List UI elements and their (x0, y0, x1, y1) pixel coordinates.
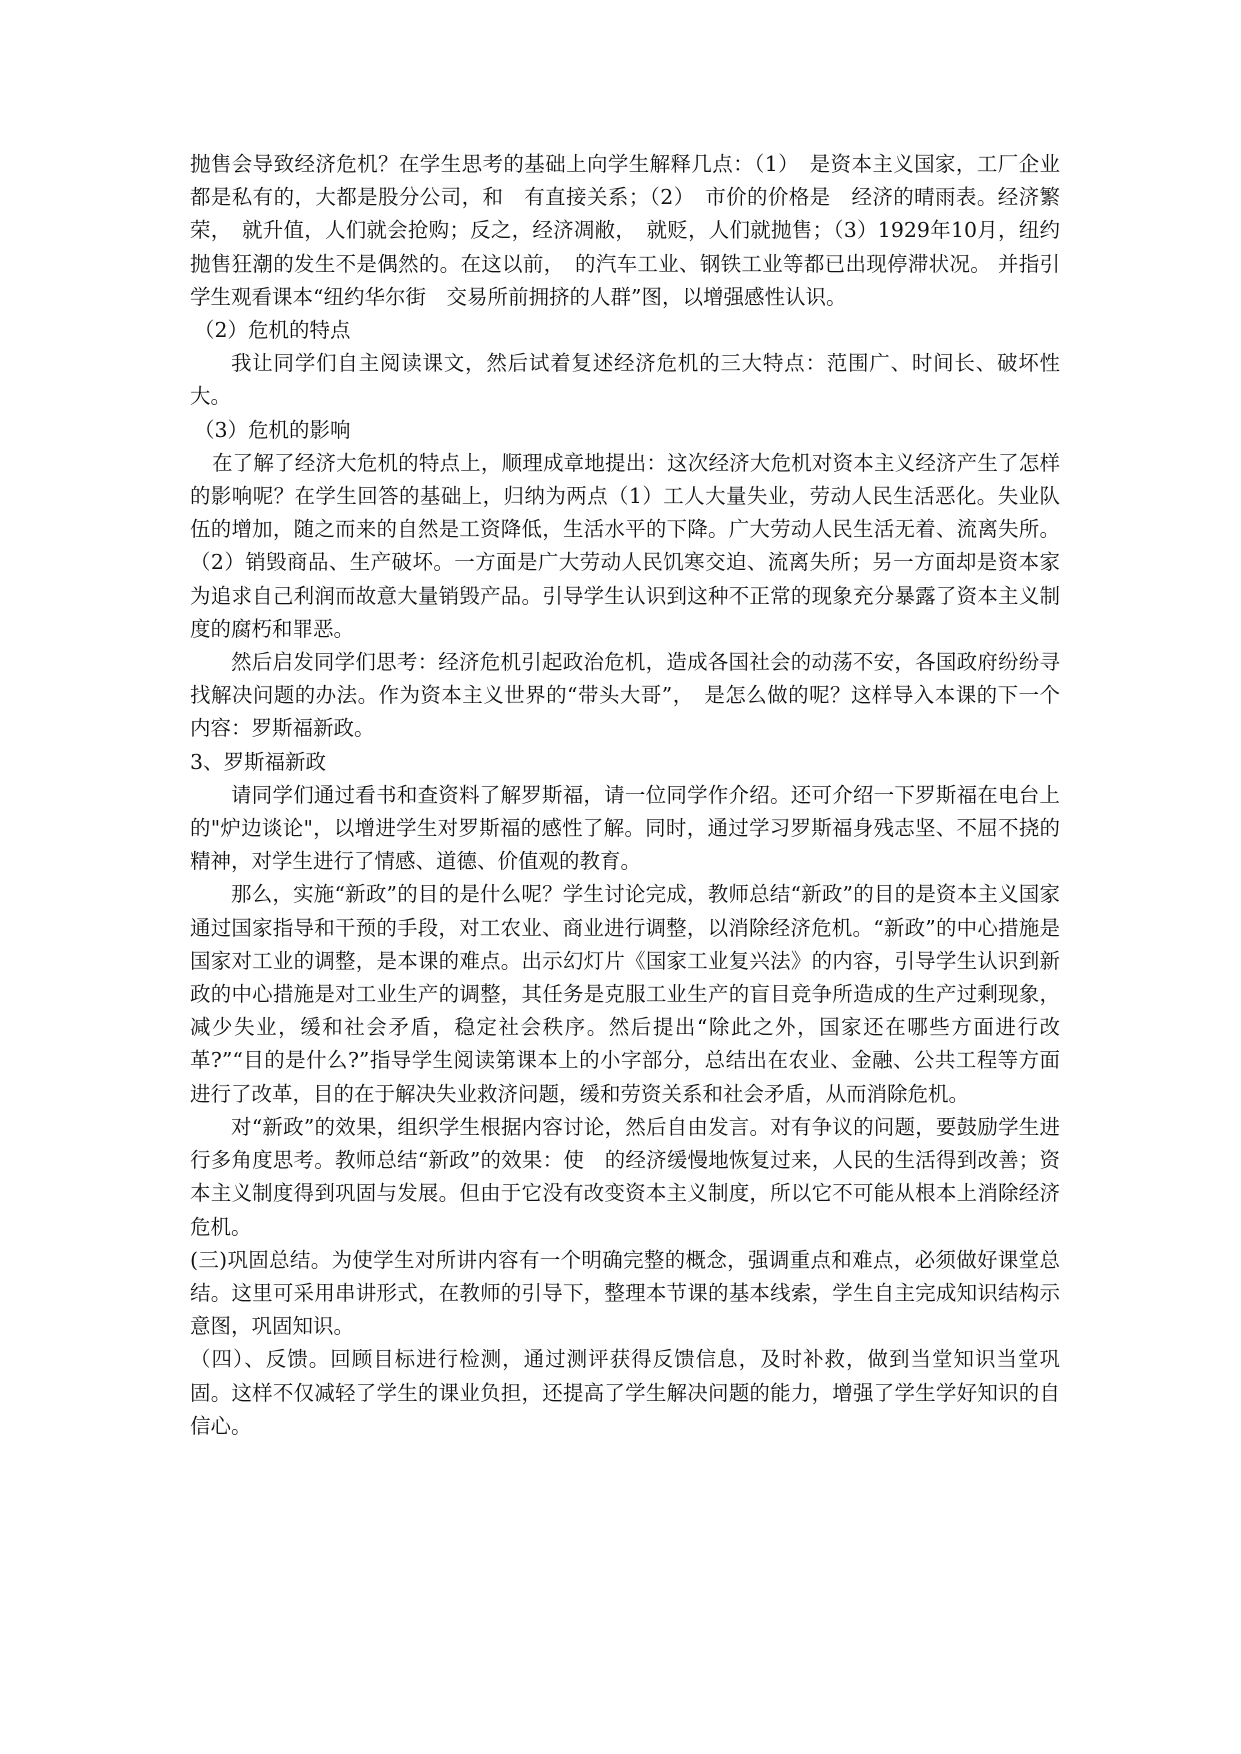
heading-crisis-impact: （3）危机的影响 (194, 417, 351, 442)
heading-crisis-features: （2）危机的特点 (194, 318, 351, 343)
paragraph-crisis-features: 我让同学们自主阅读课文，然后试着复述经济危机的三大特点：范围广、时间长、破坏性大。 (190, 351, 1060, 409)
heading-roosevelt-new-deal: 3、罗斯福新政 (190, 749, 327, 774)
paragraph-new-deal-effect: 对“新政”的效果，组织学生根据内容讨论，然后自由发言。对有争议的问题，要鼓励学生进行多角度思考。教师总结“新政”的效果：使 的经济缓慢地恢复过来，人民的生活得到改善；资本主义制度得到巩固与发展。但由于它没有改变资本主义制度，所以它不可能从根本上消除经济危机。 (190, 1114, 1060, 1239)
paragraph-transition-new-deal: 然后启发同学们思考：经济危机引起政治危机，造成各国社会的动荡不安，各国政府纷纷寻找解决问题的办法。作为资本主义世界的“带头大哥”， 是怎么做的呢？这样导入本课的下一个内容：罗斯福新政。 (190, 650, 1060, 741)
paragraph-roosevelt-intro: 请同学们通过看书和查资料了解罗斯福，请一位同学作介绍。还可介绍一下罗斯福在电台上的"炉边谈论"，以增进学生对罗斯福的感性了解。同时，通过学习罗斯福身残志坚、不屈不挠的精神，对学生进行了情感、道德、价值观的教育。 (190, 782, 1060, 874)
paragraph-crisis-impact: 在了解了经济大危机的特点上，顺理成章地提出：这次经济大危机对资本主义经济产生了怎样的影响呢？在学生回答的基础上，归纳为两点（1）工人大量失业，劳动人民生活恶化。失业队伍的增加，随之而来的自然是工资降低，生活水平的下降。广大劳动人民生活无着、流离失所。（2）销毁商品、生产破坏。一方面是广大劳动人民饥寒交迫、流离失所；另一方面却是资本家为追求自己利润而故意大量销毁产品。引导学生认识到这种不正常的现象充分暴露了资本主义制度的腐朽和罪恶。 (190, 450, 1060, 641)
paragraph-consolidation-summary: (三)巩固总结。为使学生对所讲内容有一个明确完整的概念，强调重点和难点，必须做好课堂总结。这里可采用串讲形式，在教师的引导下，整理本节课的基本线索，学生自主完成知识结构示意图，巩固知识。 (190, 1247, 1060, 1339)
paragraph-new-deal-purpose: 那么，实施“新政”的目的是什么呢？学生讨论完成，教师总结“新政”的目的是资本主义国家通过国家指导和干预的手段，对工农业、商业进行调整，以消除经济危机。“新政”的中心措施是国家对工业的调整，是本课的难点。出示幻灯片《国家工业复兴法》的内容，引导学生认识到新政的中心措施是对工业生产的调整，其任务是克服工业生产的盲目竞争所造成的生产过剩现象，减少失业，缓和社会矛盾，稳定社会秩序。然后提出“除此之外，国家还在哪些方面进行改革?”“目的是什么?”指导学生阅读第课本上的小字部分，总结出在农业、金融、公共工程等方面进行了改革，目的在于解决失业救济问题，缓和劳资关系和社会矛盾，从而消除危机。 (190, 882, 1060, 1106)
paragraph-feedback: （四）、反馈。回顾目标进行检测，通过测评获得反馈信息，及时补救，做到当堂知识当堂巩固。这样不仅减轻了学生的课业负担，还提高了学生解决问题的能力，增强了学生学好知识的自信心。 (190, 1347, 1060, 1438)
document-page (190, 148, 1081, 1443)
paragraph-stock-explanation: 抛售会导致经济危机？在学生思考的基础上向学生解释几点：（1） 是资本主义国家，工厂企业都是私有的，大都是股分公司，和 有直接关系；（2） 市价的价格是 经济的晴雨表。经济繁荣， 就升值，人们就会抢购；反之，经济凋敝， 就贬，人们就抛售；（3）1929年10月，纽约 抛售狂潮的发生不是偶然的。在这以前， 的汽车工业、钢铁工业等都已出现停滞状况。 并指引学生观看课本“纽约华尔街 交易所前拥挤的人群”图，以增强感性认识。 (190, 152, 1081, 309)
